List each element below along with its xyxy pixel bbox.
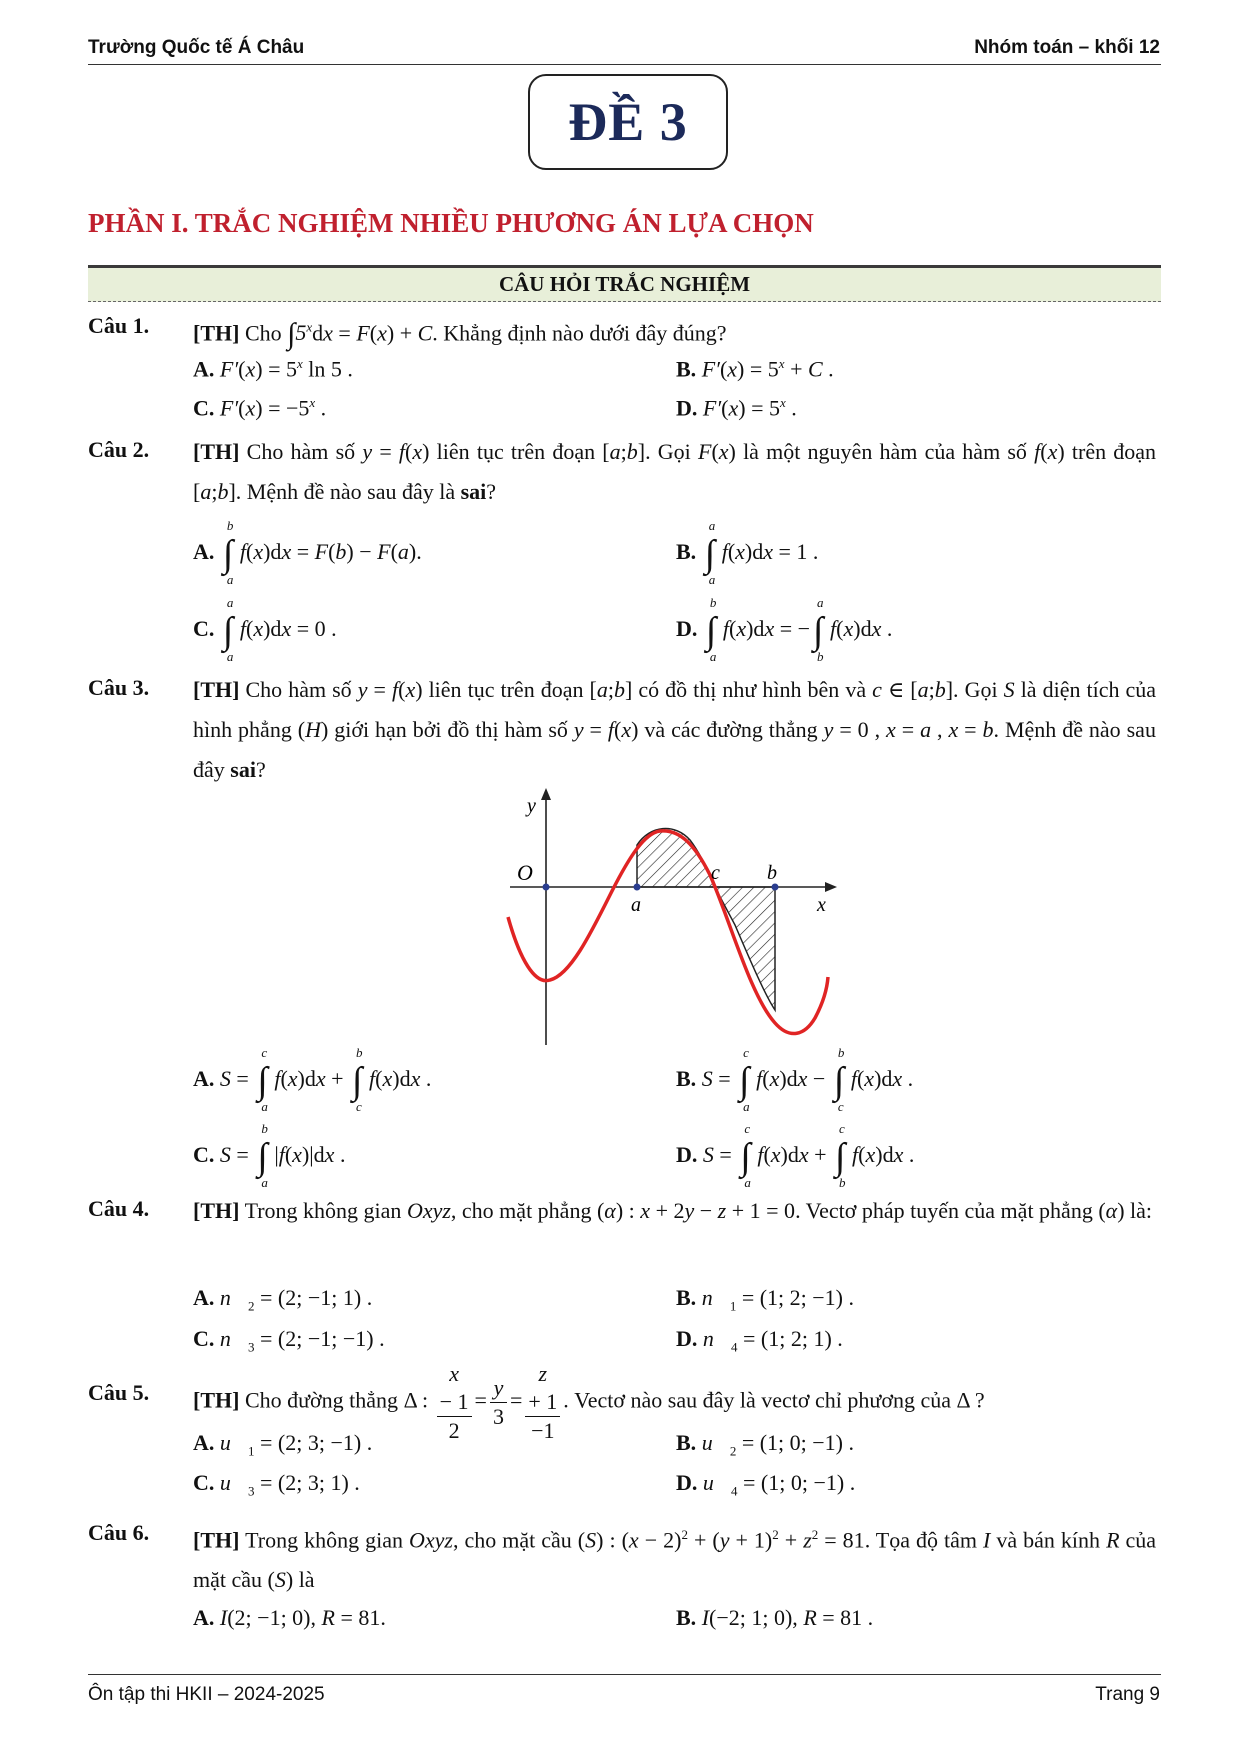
exam-title-box	[528, 74, 728, 170]
label-y: y	[527, 795, 536, 817]
q2-option-c: C. a ∫ a f(x)dx = 0 .	[193, 595, 337, 664]
origin-point	[543, 884, 550, 891]
q4-option-a: A. $n⃗_2 = (2$; −1; 1) .	[193, 1285, 373, 1314]
q4-option-b: B. $n⃗_1 = (1$; 2; −1) .	[676, 1285, 855, 1314]
header-rule	[88, 64, 1161, 65]
q3-option-d: D. S = c ∫ a f(x)dx + c ∫ b f(x)dx .	[676, 1121, 915, 1190]
question-1-text: [TH] Cho $\int 5^xdx = F(x) + C$. Khẳng định nào dưới đây đúng?	[193, 317, 727, 351]
question-5-number: Câu 5.	[88, 1380, 150, 1405]
label-o: O	[517, 860, 533, 885]
question-4-text: [TH] Trong không gian Oxyz, cho mặt phẳng (α) : x + 2y − z + 1 = 0. Vectơ pháp tuyến của mặt phẳng (α) là:	[193, 1198, 1153, 1223]
question-3-text: [TH] Cho hàm số y = f(x) liên tục trên đoạn [a;b] có đồ thị như hình bên và c ∈ [a;b]. Gọi S là diện tích của hình phẳng (H) giới hạn bởi đồ thị hàm số y = f(x) và các đường thẳng y = 0 , x = a , x = b. Mệnh đề nào sau đây sai?	[193, 677, 1157, 782]
header-school: Trường Quốc tế Á Châu	[88, 37, 305, 58]
section-band	[88, 265, 1161, 302]
q2-option-a: A. b ∫ a f(x)dx = F(b) − F(a).	[193, 518, 422, 587]
q3-option-a: A. S = c ∫ a f(x)dx + b ∫ c f(x)dx .	[193, 1045, 432, 1114]
question-6-text: [TH] Trong không gian Oxyz, cho mặt cầu (S) : $(x - 2)^2 + (y + 1)^2 + z^2 = 81$. Tọa độ tâm I và bán kính R của mặt cầu (S) là	[193, 1527, 1157, 1593]
footer-rule	[88, 1674, 1161, 1675]
label-a: a	[631, 894, 641, 916]
point-a	[634, 884, 641, 891]
y-axis-arrow	[541, 788, 551, 800]
section-band-title: CÂU HỎI TRẮC NGHIỆM	[498, 272, 751, 296]
q3-option-c: C. S = b ∫ a |f(x)|dx .	[193, 1121, 346, 1190]
question-3-number: Câu 3.	[88, 675, 150, 700]
q4-option-d: D. $n⃗_4 = (1$; 2; 1) .	[676, 1326, 843, 1355]
q6-option-b: B. I(−2; 1; 0), R = 81 .	[676, 1605, 874, 1630]
question-6-number: Câu 6.	[88, 1520, 150, 1545]
q1-option-b: B. $F'(x) = 5^x + C$ .	[676, 356, 834, 382]
x-axis-arrow	[825, 882, 837, 892]
label-x: x	[817, 894, 826, 916]
question-2-number: Câu 2.	[88, 437, 150, 462]
q5-option-a: A. $u⃗_1 = (2$; 3; −1) .	[193, 1430, 373, 1459]
question-2-text: [TH] Cho hàm số y = f(x) liên tục trên đoạn [a;b]. Gọi F(x) là một nguyên hàm của hàm số f(x) trên đoạn [a;b]. Mệnh đề nào sau đây là sai?	[193, 439, 1157, 504]
question-5-text: [TH] Cho đường thẳng Δ : x − 1 2 = $\frac{y}{3}$ = z + 1 −1 . Vectơ nào sau đây là vectơ chỉ phương của Δ ?	[193, 1361, 985, 1443]
question-4-number: Câu 4.	[88, 1196, 150, 1221]
q2-option-b: B. a ∫ a f(x)dx = 1 .	[676, 518, 819, 587]
function-graph	[505, 785, 845, 1045]
question-1-number: Câu 1.	[88, 313, 150, 338]
part-title: PHẦN I. TRẮC NGHIỆM NHIỀU PHƯƠNG ÁN LỰA CHỌN	[88, 208, 814, 238]
q6-option-a: A. I(2; −1; 0), R = 81.	[193, 1605, 386, 1630]
q2-option-d: D. b ∫ a f(x)dx = − a ∫ b f(x)dx .	[676, 595, 893, 664]
q5-option-d: D. $u⃗_4 = (1$; 0; −1) .	[676, 1470, 856, 1499]
q5-option-b: B. $u⃗_2 = (1$; 0; −1) .	[676, 1430, 855, 1459]
q3-option-b: B. S = c ∫ a f(x)dx − b ∫ c f(x)dx .	[676, 1045, 914, 1114]
header-group: Nhóm toán – khối 12	[974, 37, 1160, 58]
label-c: c	[711, 862, 720, 884]
footer-page: Trang 9	[1095, 1684, 1160, 1705]
footer-left: Ôn tập thi HKII – 2024-2025	[88, 1684, 325, 1705]
q5-option-c: C. $u⃗_3 = (2$; 3; 1) .	[193, 1470, 360, 1499]
q4-option-c: C. $n⃗_3 = (2$; −1; −1) .	[193, 1326, 385, 1355]
point-b	[772, 884, 779, 891]
exam-title: ĐỀ 3	[568, 92, 688, 152]
label-b: b	[767, 862, 777, 884]
q1-option-d: D. $F'(x) = 5^x$ .	[676, 395, 797, 421]
q1-option-c: C. $F'(x) = -5^x$ .	[193, 395, 327, 421]
q1-option-a: A. $F'(x) = 5^x$ ln 5 .	[193, 356, 353, 382]
